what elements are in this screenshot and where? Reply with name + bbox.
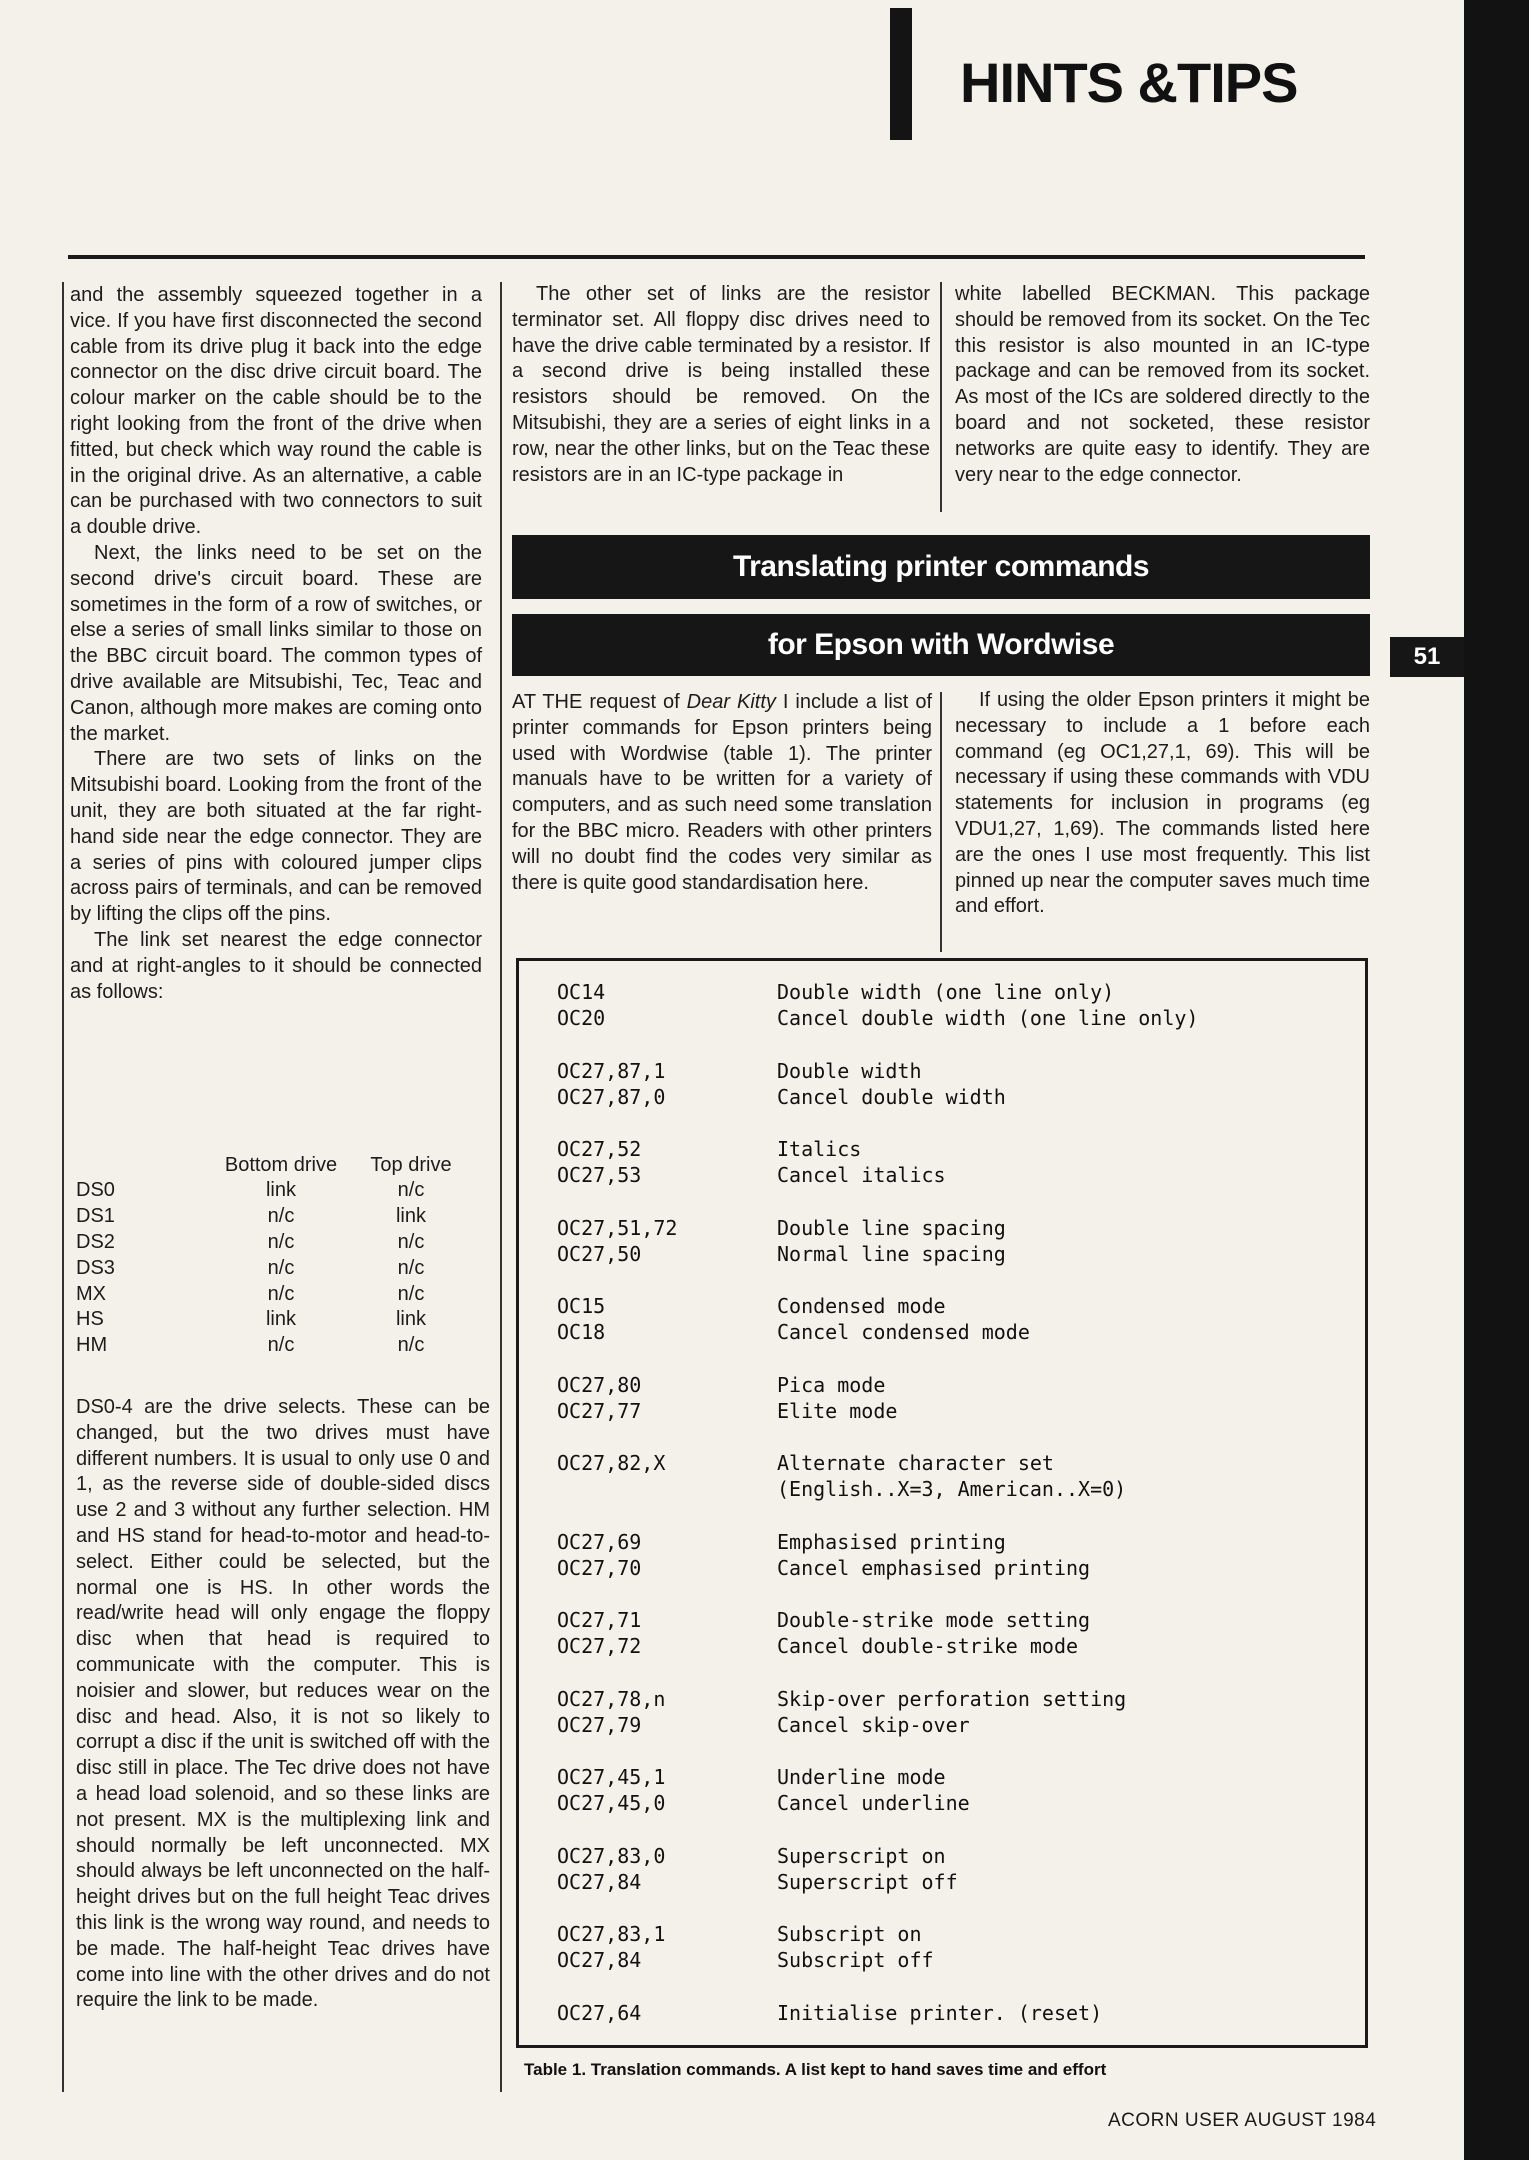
command-code: OC27,87,1: [557, 1058, 666, 1083]
command-description: Subscript off: [777, 1948, 934, 1972]
command-description: Cancel emphasised printing: [777, 1555, 1091, 1580]
command-row: [557, 1450, 1357, 1476]
epson-intro-text: [512, 690, 932, 896]
command-row: [557, 1136, 1357, 1162]
command-description: Italics: [777, 1137, 862, 1161]
command-code: OC20: [557, 1006, 606, 1030]
command-description: Cancel double-strike mode: [777, 1634, 1079, 1658]
epson-notes-text: [955, 688, 1370, 920]
command-description: Elite mode: [777, 1398, 898, 1423]
command-row: [557, 1764, 1357, 1790]
command-row: [557, 1790, 1357, 1816]
command-row: [557, 1398, 1357, 1424]
command-description: Superscript on: [777, 1843, 946, 1868]
header-bar: [890, 8, 912, 140]
command-description: Double width (one line only): [777, 980, 1115, 1004]
command-code: OC27,69: [557, 1529, 642, 1554]
paragraph: and the assembly squeezed together in a vice. If you have first disconnected the second cable from its drive plug it back into the edge connector on the disc drive circuit board. The colour marker on the cable should be to the right looking from the front of the drive when fitted, but check which way round the cable is in the original drive. As an alternative, a cable can be purchased with two connectors to suit a double drive.: [70, 284, 482, 539]
column-rule-left: [62, 282, 64, 2092]
bottom-drive-cell: n/c: [267, 1282, 295, 1305]
top-drive-cell: n/c: [397, 1256, 425, 1279]
command-description: Cancel underline: [777, 1791, 970, 1815]
table-row: [76, 1230, 466, 1256]
command-group: [557, 1607, 1357, 1659]
command-description: Initialise printer. (reset): [777, 2000, 1103, 2025]
command-code: OC27,52: [557, 1137, 642, 1161]
command-row: [557, 2000, 1357, 2026]
command-code: OC27,83,1: [557, 1922, 666, 1946]
link-name-cell: HM: [76, 1334, 108, 1357]
command-description: Cancel skip-over: [777, 1712, 970, 1737]
table-row: [76, 1307, 466, 1333]
command-code: OC27,50: [557, 1241, 642, 1266]
column-rule-right-top: [940, 282, 942, 512]
command-code: OC27,51,72: [557, 1215, 678, 1240]
table-header-row: [76, 1152, 466, 1178]
link-name-cell: DS0: [76, 1179, 115, 1202]
command-group: [557, 1529, 1357, 1581]
command-row: [557, 1869, 1357, 1895]
column-1-text: [70, 283, 482, 1005]
table-row: [76, 1255, 466, 1281]
article-title-line-1: Translating printer commands: [512, 535, 1370, 599]
page-edge-strip: [1464, 0, 1529, 2160]
command-row: [557, 1293, 1357, 1319]
italic-name: Dear Kitty: [686, 691, 776, 713]
top-drive-cell: n/c: [397, 1230, 425, 1253]
bottom-drive-cell: link: [265, 1308, 296, 1331]
command-description: Cancel condensed mode: [777, 1320, 1030, 1344]
command-group: [557, 2000, 1357, 2026]
command-description: Double width: [777, 1058, 922, 1083]
bottom-drive-cell: n/c: [267, 1256, 295, 1279]
command-row: [557, 1319, 1357, 1345]
command-description: Subscript on: [777, 1922, 922, 1946]
command-code: OC27,77: [557, 1398, 642, 1423]
section-title: HINTS &TIPS: [960, 51, 1298, 114]
command-row: [557, 1921, 1357, 1947]
bottom-drive-cell: n/c: [267, 1334, 295, 1357]
command-description: Double line spacing: [777, 1215, 1006, 1240]
command-code: OC18: [557, 1320, 606, 1344]
top-drive-cell: link: [395, 1205, 426, 1228]
column-1-lower-text: [76, 1395, 490, 2014]
command-group: [557, 1764, 1357, 1816]
command-row: [557, 1607, 1357, 1633]
link-settings-table: [76, 1152, 466, 1359]
command-group: [557, 1843, 1357, 1895]
paragraph: The other set of links are the resistor terminator set. All floppy disc drives need to have the drive cable terminated by a resistor. If a second drive is being installed these resistors should be removed. On the Mitsubishi, they are a series of eight links in a row, near the other links, but on the Teac these resistors are in an IC-type package in: [512, 283, 930, 486]
command-code: OC27,45,0: [557, 1791, 666, 1815]
paragraph: The link set nearest the edge connector and at right-angles to it should be connected as follows:: [70, 928, 482, 1003]
command-description: Cancel double width: [777, 1084, 1006, 1109]
command-code: OC27,53: [557, 1163, 642, 1187]
command-group: [557, 1058, 1357, 1110]
command-code: OC27,84: [557, 1948, 642, 1972]
command-description: Emphasised printing: [777, 1529, 1006, 1554]
command-code: OC27,70: [557, 1555, 642, 1580]
command-row: [557, 1712, 1357, 1738]
command-description: Underline mode: [777, 1765, 946, 1789]
command-row: [557, 1555, 1357, 1581]
page-footer: ACORN USER AUGUST 1984: [1108, 2110, 1377, 2131]
command-code: OC27,87,0: [557, 1084, 666, 1109]
top-drive-cell: n/c: [397, 1179, 425, 1202]
paragraph: If using the older Epson printers it might be necessary to include a 1 before each command (eg OC1,27,1, 69). This will be necessary if using these commands with VDU statements for inclusion in programs (eg VDU1,27, 1,69). The commands listed here are the ones I use most frequently. This list pinned up near the computer saves much time and effort.: [955, 689, 1370, 918]
table-header-bottom-drive: Bottom drive: [224, 1153, 338, 1176]
link-name-cell: MX: [76, 1282, 106, 1305]
link-name-cell: DS2: [76, 1230, 115, 1253]
command-row: [557, 1058, 1357, 1084]
command-code: [557, 1476, 777, 1502]
command-row: [557, 1215, 1357, 1241]
command-row: [557, 1005, 1357, 1031]
header-rule: [68, 255, 1365, 259]
command-group: [557, 979, 1357, 1031]
command-code: OC27,83,0: [557, 1843, 666, 1868]
command-row: [557, 1476, 1357, 1502]
paragraph: white labelled BECKMAN. This package should be removed from its socket. On the Tec this resistor is also mounted in an IC-type package and can be removed from its socket. As most of the ICs are soldered directly to the board and not socketed, these resistor networks are quite easy to identify. They are very near to the edge connector.: [955, 283, 1370, 486]
command-group: [557, 1686, 1357, 1738]
command-code: OC14: [557, 980, 606, 1004]
bottom-drive-cell: link: [265, 1179, 296, 1202]
command-row: [557, 1843, 1357, 1869]
command-group: [557, 1921, 1357, 1973]
lead-text: AT THE request of: [512, 691, 687, 713]
command-row: [557, 1633, 1357, 1659]
paragraph: DS0-4 are the drive selects. These can be changed, but the two drives must have different numbers. It is usual to only use 0 and 1, as the reverse side of double-sided discs use 2 and 3 without any further selection. HM and HS stand for head-to-motor and head-to-select. Either could be selected, but the normal one is HS. In other words the read/write head will only engage the floppy disc when that head is required to communicate with the computer. This is noisier and slower, but reduces wear on the disc and head. Also, it is not so likely to corrupt a disc if the unit is switched off with the disc still in place. The Tec drive does not have a head load solenoid, and so these links are not present. MX is the multiplexing link and should normally be left unconnected. MX should always be left unconnected on the half-height drives but on the full height Teac drives this link is the wrong way round, and needs to be made. The half-height Teac drives have come into line with the other drives and do not require the link to be made.: [76, 1396, 490, 2012]
paragraph: There are two sets of links on the Mitsubishi board. Looking from the front of the unit, they are both situated at the far right-hand side near the edge connector. They are a series of pins with coloured jumper clips across pairs of terminals, and can be removed by lifting the clips off the pins.: [70, 748, 482, 926]
command-group: [557, 1372, 1357, 1424]
command-description: Cancel italics: [777, 1163, 946, 1187]
table-row: [76, 1281, 466, 1307]
command-description: Normal line spacing: [777, 1241, 1006, 1266]
command-group: [557, 1136, 1357, 1188]
table-caption: Table 1. Translation commands. A list kept to hand saves time and effort: [524, 2060, 1107, 2079]
body-text: I include a list of printer commands for Epson printers being used with Wordwise (table 1). The printer manuals have to be written for a variety of computers, and as such need some translation for the BBC micro. Readers with other printers will no doubt find the codes very similar as there is quite good standardisation here.: [512, 691, 932, 894]
command-code: OC27,82,X: [557, 1451, 666, 1475]
table-row: [76, 1333, 466, 1359]
paragraph: [512, 690, 932, 896]
command-description: Condensed mode: [777, 1294, 946, 1318]
link-name-cell: DS3: [76, 1256, 115, 1279]
printer-commands-table: [516, 958, 1368, 2048]
command-description: Cancel double width (one line only): [777, 1006, 1199, 1030]
command-code: OC27,80: [557, 1372, 642, 1397]
command-description: Alternate character set: [777, 1451, 1054, 1475]
command-code: OC27,64: [557, 2000, 642, 2025]
command-code: OC27,84: [557, 1869, 642, 1894]
command-row: [557, 979, 1357, 1005]
command-code: OC27,79: [557, 1712, 642, 1737]
command-code: OC27,78,n: [557, 1686, 666, 1711]
command-description: Pica mode: [777, 1372, 886, 1397]
command-row: [557, 1947, 1357, 1973]
command-row: [557, 1372, 1357, 1398]
column-rule-middle: [500, 282, 502, 2092]
command-row: [557, 1084, 1357, 1110]
bottom-drive-cell: n/c: [267, 1205, 295, 1228]
command-group: [557, 1450, 1357, 1502]
column-3-text: [955, 282, 1370, 488]
link-name-cell: DS1: [76, 1205, 115, 1228]
top-drive-cell: n/c: [397, 1334, 425, 1357]
command-code: OC27,72: [557, 1634, 642, 1658]
table-row: [76, 1204, 466, 1230]
command-row: [557, 1686, 1357, 1712]
command-description: (English..X=3, American..X=0): [777, 1477, 1127, 1501]
column-rule-right-bottom: [940, 692, 942, 952]
top-drive-cell: n/c: [397, 1282, 425, 1305]
command-row: [557, 1162, 1357, 1188]
link-name-cell: HS: [76, 1308, 104, 1331]
table-row: [76, 1178, 466, 1204]
article-title-line-2: for Epson with Wordwise: [512, 614, 1370, 676]
command-row: [557, 1529, 1357, 1555]
paragraph: Next, the links need to be set on the second drive's circuit board. These are sometimes in the form of a row of switches, or else a series of small links similar to those on the BBC circuit board. The common types of drive available are Mitsubishi, Tec, Teac and Canon, although more makes are coming onto the market.: [70, 541, 482, 745]
top-drive-cell: link: [395, 1308, 426, 1331]
table-header-top-drive: Top drive: [370, 1153, 452, 1176]
command-code: OC15: [557, 1294, 606, 1318]
command-description: Superscript off: [777, 1869, 958, 1894]
command-group: [557, 1293, 1357, 1345]
command-description: Skip-over perforation setting: [777, 1686, 1127, 1711]
command-row: [557, 1241, 1357, 1267]
command-code: OC27,71: [557, 1608, 642, 1632]
command-description: Double-strike mode setting: [777, 1608, 1091, 1632]
command-group: [557, 1215, 1357, 1267]
command-code: OC27,45,1: [557, 1765, 666, 1789]
table-header-empty: [76, 1152, 206, 1178]
column-2-text: [512, 282, 930, 488]
page-number: 51: [1390, 637, 1464, 677]
bottom-drive-cell: n/c: [267, 1230, 295, 1253]
